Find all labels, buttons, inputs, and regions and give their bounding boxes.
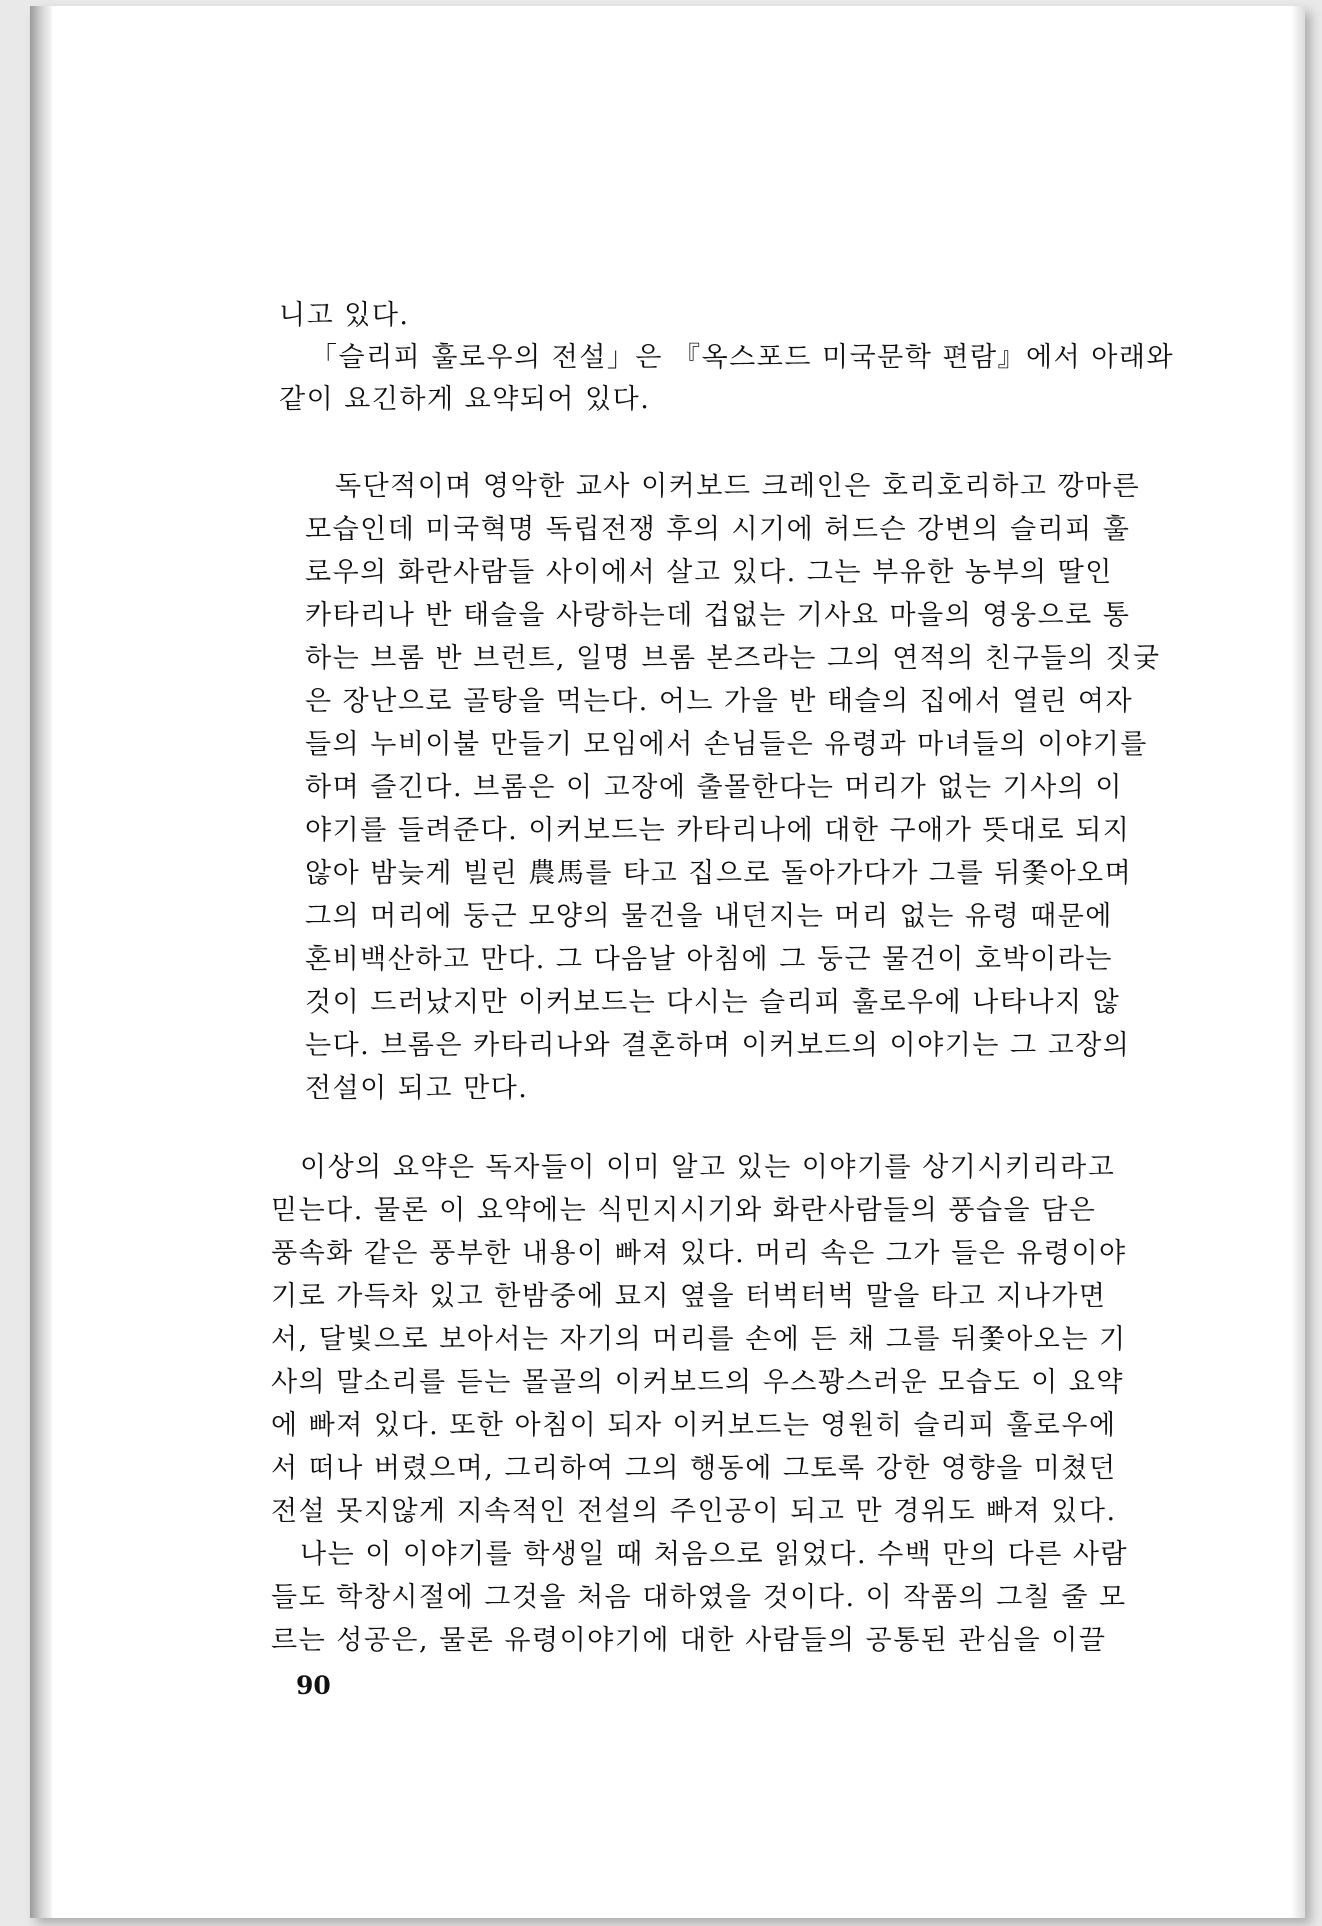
page-edge-shadow	[1291, 6, 1305, 1918]
quote-line: 로우의 화란사람들 사이에서 살고 있다. 그는 부유한 농부의 딸인	[305, 557, 1113, 588]
quote-line: 하며 즐긴다. 브롬은 이 고장에 출몰한다는 머리가 없는 기사의 이	[305, 772, 1123, 803]
quote-line: 그의 머리에 둥근 모양의 물건을 내던지는 머리 없는 유령 때문에	[305, 901, 1113, 932]
intro-line: 「슬리피 훌로우의 전설」은 『옥스포드 미국문학 편람』에서 아래와	[310, 342, 1175, 373]
body-line: 기로 가득차 있고 한밤중에 묘지 옆을 터벅터벅 말을 타고 지나가면	[271, 1281, 1107, 1312]
quote-line: 는다. 브롬은 카타리나와 결혼하며 이커보드의 이야기는 그 고장의	[305, 1030, 1131, 1061]
quote-line: 것이 드러났지만 이커보드는 다시는 슬리피 훌로우에 나타나지 않	[305, 987, 1121, 1018]
page-number: 90	[296, 1671, 331, 1700]
body-line: 사의 말소리를 듣는 몰골의 이커보드의 우스꽝스러운 모습도 이 요약	[271, 1367, 1124, 1398]
quote-line: 혼비백산하고 만다. 그 다음날 아침에 그 둥근 물건이 호박이라는	[305, 944, 1113, 975]
body-line: 전설 못지않게 지속적인 전설의 주인공이 되고 만 경위도 빠져 있다.	[271, 1496, 1117, 1527]
intro-line: 니고 있다.	[279, 300, 410, 331]
body-line: 이상의 요약은 독자들이 이미 알고 있는 이야기를 상기시키리라고	[300, 1152, 1116, 1183]
quote-line: 야기를 들려준다. 이커보드는 카타리나에 대한 구애가 뜻대로 되지	[305, 815, 1131, 846]
book-page	[30, 6, 1305, 1918]
quote-line: 모습인데 미국혁명 독립전쟁 후의 시기에 허드슨 강변의 슬리피 훌	[305, 514, 1131, 545]
quote-line: 카타리나 반 태슬을 사랑하는데 겁없는 기사요 마을의 영웅으로 통	[305, 600, 1131, 631]
body-line: 서 떠나 버렸으며, 그리하여 그의 행동에 그토록 강한 영향을 미쳤던	[271, 1453, 1117, 1484]
quote-line: 않아 밤늦게 빌린 農馬를 타고 집으로 돌아가다가 그를 뒤쫓아오며	[305, 858, 1133, 889]
body-line: 에 빠져 있다. 또한 아침이 되자 이커보드는 영원히 슬리피 훌로우에	[271, 1410, 1117, 1441]
quote-line: 하는 브롬 반 브런트, 일명 브롬 본즈라는 그의 연적의 친구들의 짓궂	[305, 643, 1161, 674]
body-line: 들도 학창시절에 그것을 처음 대하였을 것이다. 이 작품의 그칠 줄 모	[271, 1582, 1127, 1613]
quote-line: 들의 누비이불 만들기 모임에서 손님들은 유령과 마녀들의 이야기를	[305, 729, 1148, 760]
body-line: 믿는다. 물론 이 요약에는 식민지시기와 화란사람들의 풍습을 담은	[271, 1195, 1097, 1226]
intro-line: 같이 요긴하게 요약되어 있다.	[279, 384, 651, 415]
body-line: 서, 달빛으로 보아서는 자기의 머리를 손에 든 채 그를 뒤쫓아오는 기	[271, 1324, 1127, 1355]
body-line: 르는 성공은, 물론 유령이야기에 대한 사람들의 공통된 관심을 이끌	[271, 1625, 1107, 1656]
body-line: 나는 이 이야기를 학생일 때 처음으로 읽었다. 수백 만의 다른 사람	[300, 1539, 1129, 1570]
quote-line: 은 장난으로 골탕을 먹는다. 어느 가을 반 태슬의 집에서 열린 여자	[305, 686, 1134, 717]
quote-line: 독단적이며 영악한 교사 이커보드 크레인은 호리호리하고 깡마른	[335, 471, 1141, 502]
body-line: 풍속화 같은 풍부한 내용이 빠져 있다. 머리 속은 그가 들은 유령이야	[271, 1238, 1127, 1269]
book-spine-shadow	[30, 6, 52, 1918]
quote-line: 전설이 되고 만다.	[305, 1073, 529, 1104]
